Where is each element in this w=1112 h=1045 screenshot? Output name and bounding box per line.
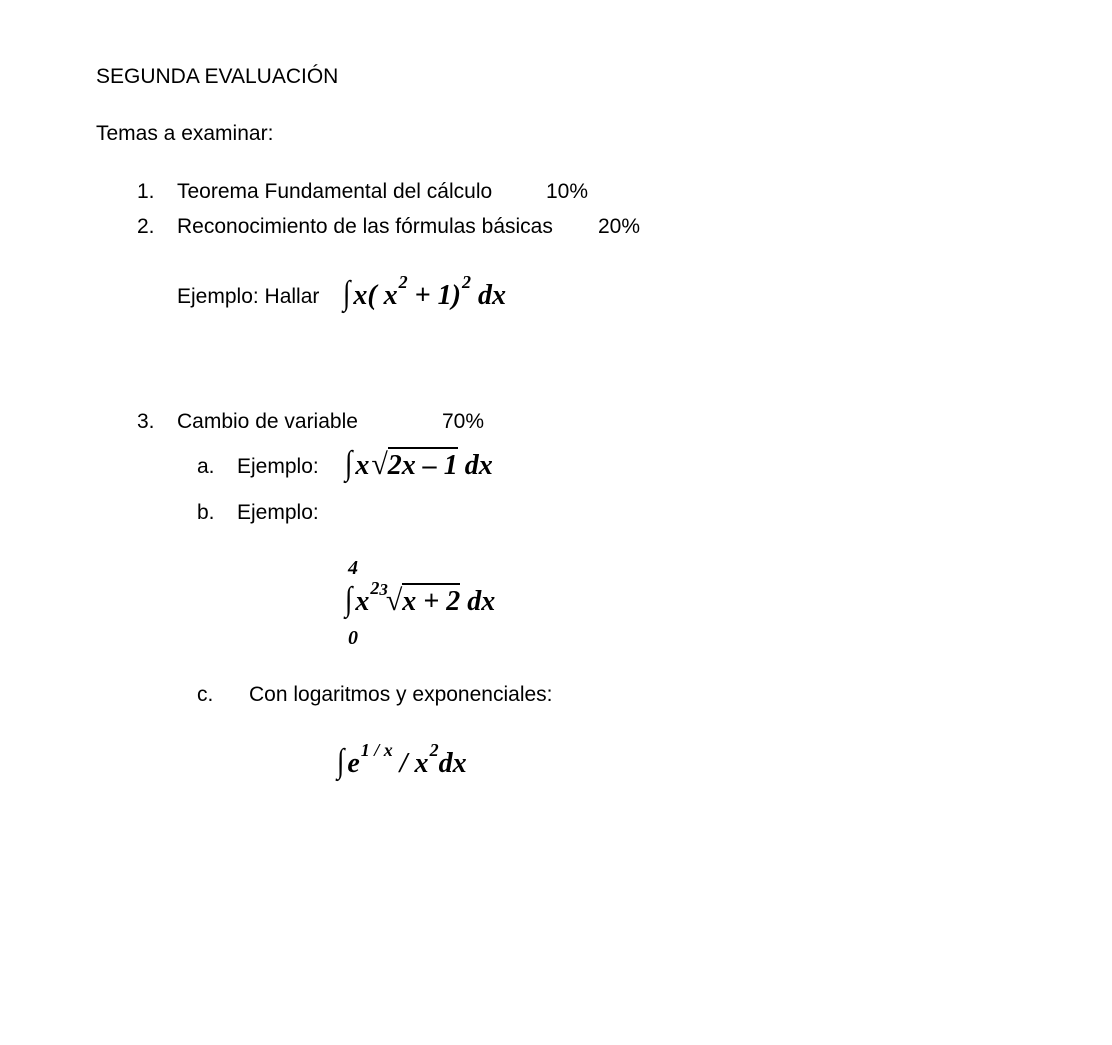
item-number-2: 2. — [137, 215, 155, 238]
example-hallar-label: Ejemplo: Hallar — [177, 285, 320, 308]
subitem-letter-c: c. — [197, 683, 214, 706]
item-percent-1: 10% — [546, 180, 589, 203]
formula-b-upper-limit: 4 — [348, 557, 358, 579]
formula-a-radicand: 2x – 1 — [388, 447, 458, 481]
formula-b-radicand: x + 2 — [402, 583, 460, 617]
formula-hallar-exp2: 2 — [461, 271, 471, 292]
item-label-3: Cambio de variable — [177, 410, 358, 433]
subitem-label-a: Ejemplo: — [237, 455, 319, 478]
formula-b-root-index: 3 — [379, 579, 388, 599]
item-label-1: Teorema Fundamental del cálculo — [177, 180, 493, 203]
formula-c-exp: 1 / x — [360, 739, 393, 760]
integral-sign: ∫ — [342, 275, 351, 312]
item-number-3: 3. — [137, 410, 155, 433]
formula-b-tail: dx — [460, 586, 496, 617]
formula-hallar-tail: dx — [470, 280, 506, 311]
formula-b — [344, 577, 496, 619]
formula-b-exp: 2 — [370, 577, 380, 598]
formula-b-base: x — [355, 586, 370, 617]
formula-c-exp2: 2 — [429, 739, 439, 760]
sqrt-icon: √ — [385, 584, 403, 617]
formula-c-tail: dx — [438, 748, 467, 779]
subitem-letter-a: a. — [197, 455, 215, 478]
integral-sign: ∫ — [344, 445, 353, 482]
formula-hallar-exp1: 2 — [398, 271, 408, 292]
formula-hallar-integrand: x( x — [353, 280, 398, 311]
subitem-letter-b: b. — [197, 501, 215, 524]
formula-hallar — [342, 271, 506, 313]
item-label-2: Reconocimiento de las fórmulas básicas — [177, 215, 553, 238]
formula-c-base: e — [347, 748, 360, 779]
topics-heading: Temas a examinar: — [96, 122, 274, 145]
formula-b-lower-limit: 0 — [348, 627, 358, 649]
formula-c-mid: / x — [392, 748, 429, 779]
integral-sign: ∫ — [336, 743, 345, 780]
formula-c — [336, 739, 467, 781]
item-number-1: 1. — [137, 180, 155, 203]
sqrt-icon: √ — [371, 448, 388, 481]
formula-hallar-mid: + 1) — [407, 280, 461, 311]
document-title: SEGUNDA EVALUACIÓN — [96, 65, 339, 88]
item-percent-3: 70% — [442, 410, 485, 433]
item-percent-2: 20% — [598, 215, 641, 238]
formula-a — [344, 447, 493, 483]
formula-a-lead: x — [355, 450, 370, 481]
subitem-label-c: Con logaritmos y exponenciales: — [249, 683, 553, 706]
formula-a-tail: dx — [457, 450, 493, 481]
subitem-label-b: Ejemplo: — [237, 501, 319, 524]
integral-sign: ∫ — [344, 581, 353, 618]
